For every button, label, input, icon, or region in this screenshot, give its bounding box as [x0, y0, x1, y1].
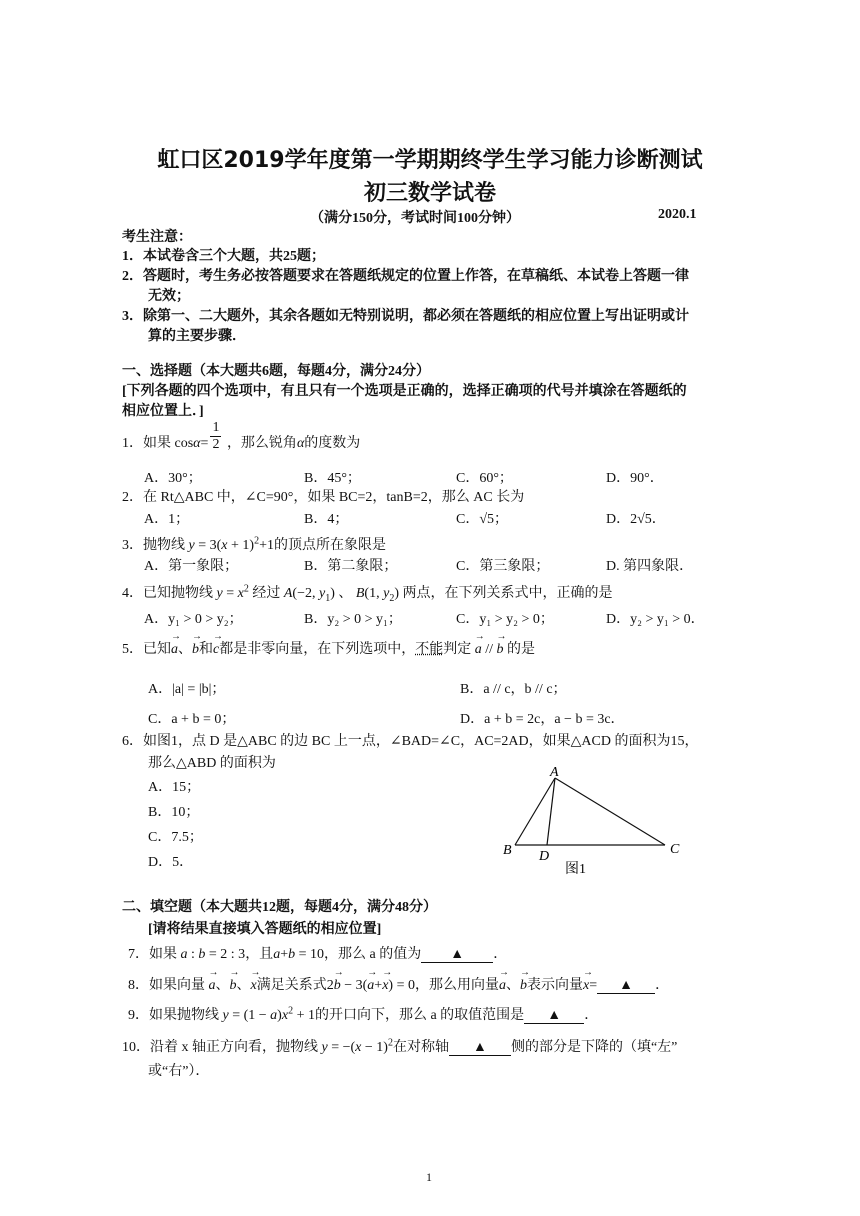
q5-option-c: C．a + b = 0； [148, 712, 236, 727]
q4-option-d: D．y₂ > y₁ > 0． [606, 612, 705, 627]
q6-option-c: C．7.5； [148, 830, 203, 845]
q4-option-a: A．y₁ > 0 > y₂； [144, 612, 243, 627]
page-number: 1 [426, 1170, 432, 1184]
q2-option-c: C．√5； [456, 512, 509, 527]
q3-option-d: D. 第四象限． [606, 559, 694, 574]
section1-heading: 一、选择题（本大题共6题，每题4分，满分24分） [122, 364, 430, 379]
answer-blank-8: ▲ [597, 979, 655, 994]
notice-item: 2．答题时，考生务必按答题要求在答题纸规定的位置上作答，在草稿纸、本试卷上答题一律 [122, 269, 689, 284]
question-5: 5．已知→ a、→ b和→ c都是非零向量，在下列选项中，不能判定 → a // → b 的是 [122, 638, 535, 658]
question-2: 2．在 Rt△ABC 中，∠C=90°，如果 BC=2，tanB=2，那么 AC 长为 [122, 490, 525, 505]
q1-option-a: A．30°； [144, 471, 202, 486]
q2-option-b: B．4； [304, 512, 349, 527]
notice-item: 3．除第一、二大题外，其余各题如无特别说明，都必须在答题纸的相应位置上写出证明或计 [122, 309, 689, 324]
question-3: 3．抛物线 $y = 3(x + 1)^2+1$的顶点所在象限是 [122, 535, 386, 553]
section2-heading: 二、填空题（本大题共12题，每题4分，满分48分） [122, 900, 437, 915]
q5-option-a: A．|a| = |b|； [148, 682, 226, 697]
q5-option-b: B．a // c，b // c； [460, 682, 567, 697]
answer-blank-7: ▲ [421, 948, 493, 963]
figure-caption: 图1 [565, 862, 586, 877]
question-6: 6．如图1，点 D 是△ABC 的边 BC 上一点，∠BAD=∠C，AC=2AD，如果△ACD 的面积为15， [122, 734, 699, 749]
label-c: C [670, 842, 680, 857]
edge-ac [555, 778, 665, 845]
page-title: 虹口区2019学年度第一学期期终学生学习能力诊断测试 [157, 148, 703, 173]
q6-option-a: A．15； [148, 780, 201, 795]
edge-ad [547, 778, 555, 845]
q2-option-d: D．2√5． [606, 512, 666, 527]
question-1: 1．如果 cosα= $\frac{1}{2}$ ，那么锐角α的度数为 [122, 420, 361, 453]
q3-option-c: C．第三象限； [456, 559, 550, 574]
question-10: 10．沿着 x 轴正方向看，抛物线 $y = -(x - 1)^2$在对称轴 ▲ 侧的部分是下降的（填“左” [122, 1037, 678, 1055]
answer-blank-10: ▲ [449, 1041, 511, 1056]
q1-option-d: D．90°． [606, 471, 664, 486]
q4-option-b: B．y₂ > 0 > y₁； [304, 612, 402, 627]
q2-option-a: A．1； [144, 512, 190, 527]
q5-option-d: D．a + b = 2c，a − b = 3c． [460, 712, 625, 727]
section2-instruction: [请将结果直接填入答题纸的相应位置] [148, 922, 382, 937]
answer-blank-9: ▲ [524, 1009, 584, 1024]
question-7: 7．如果 a : b = 2 : 3，且a+b = 10，那么 a 的值为 ▲ ． [128, 947, 508, 962]
notice-heading: 考生注意： [122, 230, 192, 245]
label-d: D [539, 849, 550, 864]
q1-option-b: B．45°； [304, 471, 361, 486]
exam-date: 2020.1 [658, 207, 697, 222]
q1-option-c: C．60°； [456, 471, 513, 486]
q3-option-a: A．第一象限； [144, 559, 239, 574]
q3-option-b: B．第二象限； [304, 559, 398, 574]
label-a: A [550, 765, 559, 780]
exam-info: （满分150分，考试时间100分钟） [310, 211, 520, 226]
question-10-cont: 或“右”）． [148, 1064, 210, 1079]
question-9: 9．如果抛物线 $y = (1 - a)x^2 + 1$的开口向下，那么 a 的取值范围是 ▲ ． [128, 1005, 599, 1023]
q6-option-d: D．5． [148, 855, 194, 870]
notice-item: 1．本试卷含三个大题，共25题； [122, 249, 325, 264]
section1-instruction: 相应位置上．] [122, 404, 204, 419]
q6-option-b: B．10； [148, 805, 200, 820]
question-4: 4．已知抛物线 $y = x^2$ 经过 A(−2, $y_1$) 、 B(1, $y_2$) 两点，在下列关系式中，正确的是 [122, 583, 613, 604]
edge-ab [515, 778, 555, 845]
q4-option-c: C．y₁ > y₂ > 0； [456, 612, 554, 627]
page-subtitle: 初三数学试卷 [363, 181, 496, 206]
label-b: B [503, 843, 512, 858]
notice-item: 算的主要步骤． [148, 329, 246, 344]
figure-1-triangle [495, 760, 695, 885]
section1-instruction: [下列各题的四个选项中，有且只有一个选项是正确的，选择正确项的代号并填涂在答题纸的 [122, 384, 687, 399]
notice-item: 无效； [148, 289, 190, 304]
question-6-cont: 那么△ABD 的面积为 [148, 756, 276, 771]
question-8: 8．如果向量 → a、→ b、→ x满足关系式2→ b − 3(→ a+→ x) = 0，那么用向量→ a、→ b表示向量→ x= ▲ ． [128, 974, 669, 994]
